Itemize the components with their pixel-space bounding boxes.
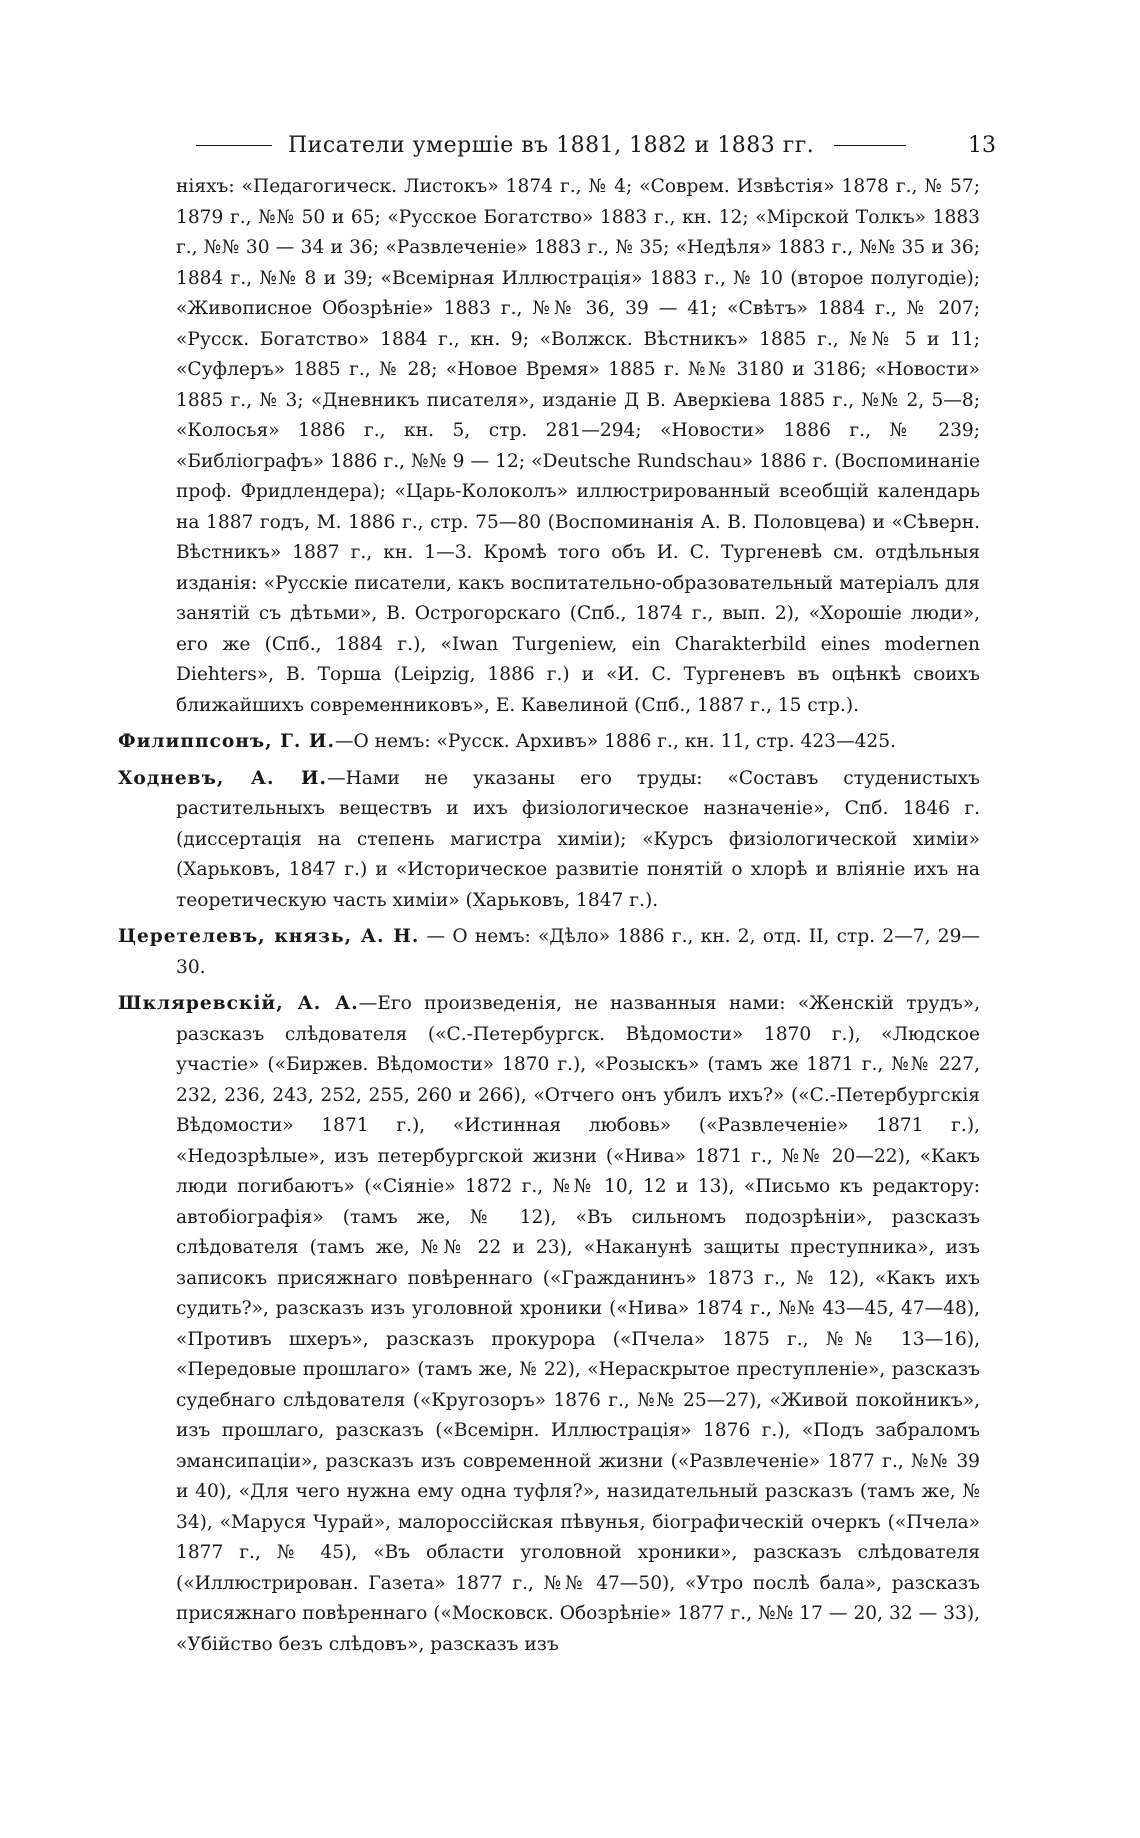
entry-name: Ходневъ, А. И. [118,767,327,789]
entry-tseretelev [118,922,980,983]
entry-text: —Его произведенія, не названныя нами: «Женскій трудъ», разсказъ слѣдователя («С.-Петербургск. Вѣдомости» 1870 г.), «Людское участіе» («Биржев. Вѣдомости» 1870 г.), «Розыскъ» (тамъ же 1871 г., №№ 227, 232, 236, 243, 252, 255, 260 и 266), «Отчего онъ убилъ ихъ?» («С.-Петербургскія Вѣдомости» 1871 г.), «Истинная любовь» («Развлеченіе» 1871 г.), «Недозрѣлые», изъ петербургской жизни («Нива» 1871 г., №№ 20—22), «Какъ люди погибаютъ» («Сіяніе» 1872 г., №№ 10, 12 и 13), «Письмо къ редактору: автобіографія» (тамъ же, № 12), «Въ сильномъ подозрѣніи», разсказъ слѣдователя (тамъ же, №№ 22 и 23), «Наканунѣ защиты преступника», изъ записокъ присяжнаго повѣреннаго («Гражданинъ» 1873 г., № 12), «Какъ ихъ судить?», разсказъ изъ уголовной хроники («Нива» 1874 г., №№ 43—45, 47—48), «Противъ шхеръ», разсказъ прокурора («Пчела» 1875 г., №№ 13—16), «Передовые прошлаго» (тамъ же, № 22), «Нераскрытое преступленіе», разсказъ судебнаго слѣдователя («Кругозоръ» 1876 г., №№ 25—27), «Живой покойникъ», изъ прошлаго, разсказъ («Всемірн. Иллюстрація» 1876 г.), «Подъ забраломъ эмансипаціи», разсказъ изъ современной жизни («Развлеченіе» 1877 г., №№ 39 и 40), «Для чего нужна ему одна туфля?», назидательный разсказъ (тамъ же, № 34), «Маруся Чурай», малороссійская пѣвунья, біографическій очеркъ («Пчела» 1877 г., № 45), «Въ области уголовной хроники», разсказъ слѣдователя («Иллюстрирован. Газета» 1877 г., №№ 47—50), «Утро послѣ бала», разсказъ присяжнаго повѣреннаго («Московск. Обозрѣніе» 1877 г., №№ 17 — 20, 32 — 33), «Убійство безъ слѣдовъ», разсказъ изъ [176,993,980,1655]
entry-name: Шкляревскій, А. А. [118,993,359,1014]
entry-text: —О немъ: «Русск. Архивъ» 1886 г., кн. 11, стр. 423—425. [334,731,897,752]
page-number: 13 [968,132,996,158]
entry-shklyarevsky [118,989,980,1660]
entry-text: — О немъ: «Дѣло» 1886 г., кн. 2, отд. II, стр. 2—7, 29—30. [176,926,980,978]
entry-name: Церетелевъ, князь, А. Н. [118,926,420,947]
entry-text: —Нами не указаны его труды: «Составъ студенистыхъ растительныхъ веществъ и ихъ физіологическое назначеніе», Спб. 1846 г. (диссертація на степень магистра химіи); «Курсъ физіологической химіи» (Харьковъ, 1847 г.) и «Историческое развитіе понятій о хлорѣ и вліяніе ихъ на теоретическую часть химіи» (Харьковъ, 1847 г.). [176,767,980,911]
entry-filippson [118,727,980,758]
header-title: Писатели умершіе въ 1881, 1882 и 1883 гг. [288,132,815,158]
header-rule-right [834,145,906,146]
entry-name: Филиппсонъ, Г. И. [118,731,335,752]
running-header [196,128,996,162]
header-rule-left [196,145,272,146]
continued-paragraph: ніяхъ: «Педагогическ. Листокъ» 1874 г., № 4; «Соврем. Извѣстія» 1878 г., № 57; 1879 г., №№ 50 и 65; «Русское Богатство» 1883 г., кн. 12; «Мірской Толкъ» 1883 г., №№ 30 — 34 и 36; «Развлеченіе» 1883 г., № 35; «Недѣля» 1883 г., №№ 35 и 36; 1884 г., №№ 8 и 39; «Всемірная Иллюстрація» 1883 г., № 10 (второе полугодіе); «Живописное Обозрѣніе» 1883 г., №№ 36, 39 — 41; «Свѣтъ» 1884 г., № 207; «Русск. Богатство» 1884 г., кн. 9; «Волжск. Вѣстникъ» 1885 г., №№ 5 и 11; «Суфлеръ» 1885 г., № 28; «Новое Время» 1885 г. №№ 3180 и 3186; «Новости» 1885 г., № 3; «Дневникъ писателя», изданіе Д В. Аверкіева 1885 г., №№ 2, 5—8; «Колосья» 1886 г., кн. 5, стр. 281—294; «Новости» 1886 г., № 239; «Библіографъ» 1886 г., №№ 9 — 12; «Deutsche Rundschau» 1886 г. (Воспоминаніе проф. Фридлендера); «Царь-Колоколъ» иллюстрированный всеобщій календарь на 1887 годъ, М. 1886 г., стр. 75—80 (Воспоминанія А. В. Половцева) и «Сѣверн. Вѣстникъ» 1887 г., кн. 1—3. Кромѣ того объ И. С. Тургеневѣ см. отдѣльныя изданія: «Русскіе писатели, какъ воспитательно-образовательный матеріалъ для занятій съ дѣтьми», В. Острогорскаго (Спб., 1874 г., вып. 2), «Хорошіе люди», его же (Спб., 1884 г.), «Iwan Turgeniew, ein Charakterbild eines modernen Diehters», B. Торша (Leipzig, 1886 г.) и «И. С. Тургеневъ въ оцѣнкѣ своихъ ближайшихъ современниковъ», Е. Кавелиной (Спб., 1887 г., 15 стр.). [176,176,980,716]
page-body [118,172,980,1660]
entry-khodnev [118,764,980,917]
